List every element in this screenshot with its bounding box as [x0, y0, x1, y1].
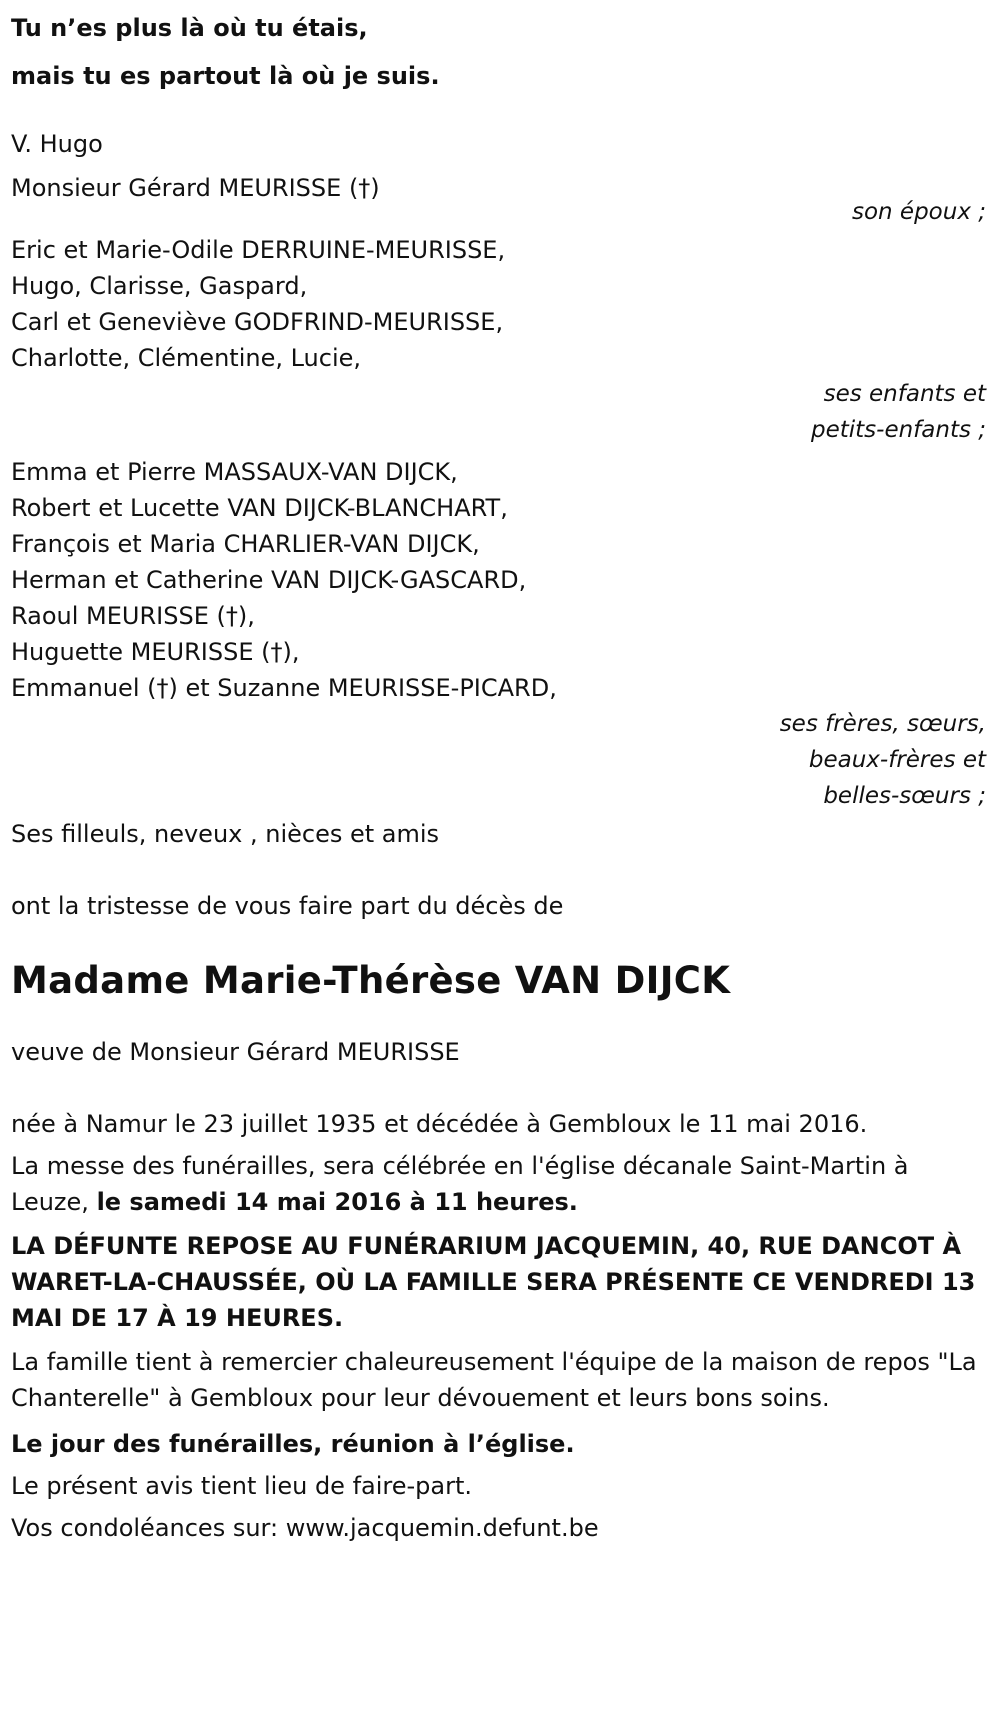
list-item: Eric et Marie-Odile DERRUINE-MEURISSE, [11, 236, 506, 264]
rest-notice: LA DÉFUNTE REPOSE AU FUNÉRARIUM JACQUEMIN, 40, RUE DANCOT À WARET-LA-CHAUSSÉE, OÙ LA FAMILLE SERA PRÉSENTE CE VENDREDI 13 MAI DE 17 À 19 HEURES. [11, 1232, 976, 1332]
quote-author: V. Hugo [11, 130, 103, 158]
list-item: Raoul MEURISSE (†), [11, 602, 255, 630]
children-relation-line: ses enfants et [823, 381, 986, 407]
notice-line: Le présent avis tient lieu de faire-part. [11, 1472, 473, 1500]
widow-of-line: veuve de Monsieur Gérard MEURISSE [11, 1038, 460, 1066]
condolences-line: Vos condoléances sur: www.jacquemin.defunt.be [11, 1514, 599, 1542]
announcement-line: ont la tristesse de vous faire part du décès de [11, 892, 564, 920]
list-item: Robert et Lucette VAN DIJCK-BLANCHART, [11, 494, 508, 522]
list-item: Emma et Pierre MASSAUX-VAN DIJCK, [11, 458, 458, 486]
siblings-relation-line: belles-sœurs ; [823, 783, 986, 809]
meeting-line: Le jour des funérailles, réunion à l’église. [11, 1430, 575, 1458]
siblings-relation [11, 706, 986, 814]
obituary-content [11, 8, 986, 1548]
list-item: Hugo, Clarisse, Gaspard, [11, 272, 308, 300]
birth-death-line: née à Namur le 23 juillet 1935 et décédée à Gembloux le 11 mai 2016. [11, 1110, 868, 1138]
list-item: François et Maria CHARLIER-VAN DIJCK, [11, 530, 480, 558]
deceased-name: Madame Marie-Thérèse VAN DIJCK [11, 959, 731, 1002]
children-relation [11, 376, 986, 448]
siblings-list [11, 454, 986, 706]
siblings-relation-line: beaux-frères et [808, 747, 986, 773]
list-item: Carl et Geneviève GODFRIND-MEURISSE, [11, 308, 504, 336]
children-list [11, 232, 986, 376]
children-relation-line: petits-enfants ; [810, 417, 986, 443]
mass-text: La messe des funérailles, sera célébrée en l'église décanale Saint-Martin à Leuze, [11, 1152, 909, 1216]
quote-line-2: mais tu es partout là où je suis. [11, 62, 440, 90]
siblings-relation-line: ses frères, sœurs, [779, 711, 986, 737]
list-item: Huguette MEURISSE (†), [11, 638, 300, 666]
others-line: Ses filleuls, neveux , nièces et amis [11, 820, 440, 848]
mass-when: le samedi 14 mai 2016 à 11 heures. [96, 1188, 578, 1216]
list-item: Emmanuel (†) et Suzanne MEURISSE-PICARD, [11, 674, 557, 702]
quote-line-1: Tu n’es plus là où tu étais, [11, 14, 368, 42]
spouse-name: Monsieur Gérard MEURISSE (†) [11, 174, 380, 202]
list-item: Herman et Catherine VAN DIJCK-GASCARD, [11, 566, 527, 594]
mass-paragraph [11, 1148, 986, 1220]
list-item: Charlotte, Clémentine, Lucie, [11, 344, 362, 372]
spouse-relation: son époux ; [851, 199, 986, 225]
thanks-paragraph: La famille tient à remercier chaleureusement l'équipe de la maison de repos "La Chanterelle" à Gembloux pour leur dévouement et leurs bons soins. [11, 1348, 977, 1412]
